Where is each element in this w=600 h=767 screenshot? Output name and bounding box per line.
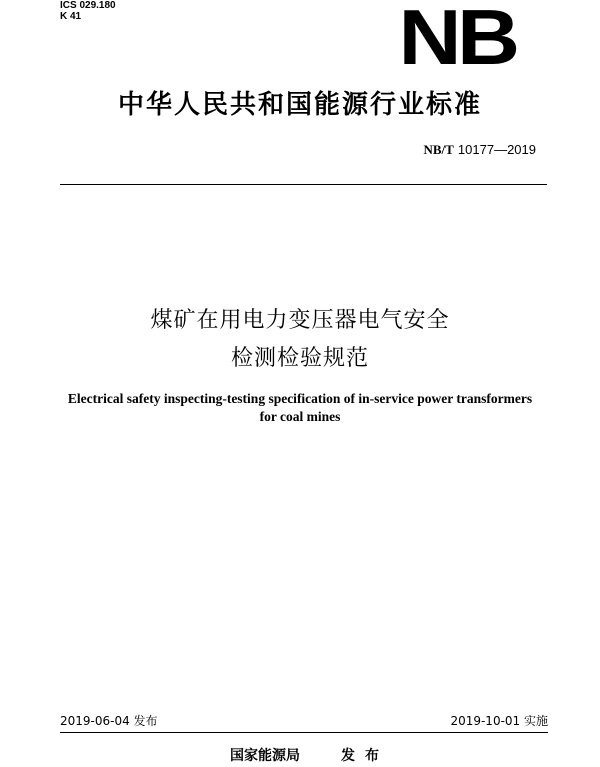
title-en-line1: Electrical safety inspecting-testing specification of in-service power transformers [67, 391, 533, 406]
title-en-line2: for coal mines [259, 409, 341, 424]
standard-code-number: 10177—2019 [457, 142, 536, 157]
standard-code [423, 142, 536, 158]
header-divider [60, 184, 547, 185]
nb-logo: NB [398, 0, 516, 81]
footer-divider [60, 732, 548, 733]
standard-code-prefix: NB/T [423, 142, 454, 157]
issuing-organization: 中华人民共和国能源行业标准 [117, 90, 482, 120]
title-cn-line1: 煤矿在用电力变压器电气安全 [150, 308, 450, 333]
publisher: 国家能源局 [230, 748, 300, 764]
publish-label: 发布 [341, 748, 389, 764]
ccs-code: K 41 [60, 11, 82, 22]
implementation-date: 2019-10-01 实施 [450, 714, 548, 728]
ics-code: ICS 029.180 [60, 0, 116, 11]
issue-date: 2019-06-04 发布 [60, 714, 158, 728]
title-cn-line2: 检测检验规范 [230, 346, 369, 371]
